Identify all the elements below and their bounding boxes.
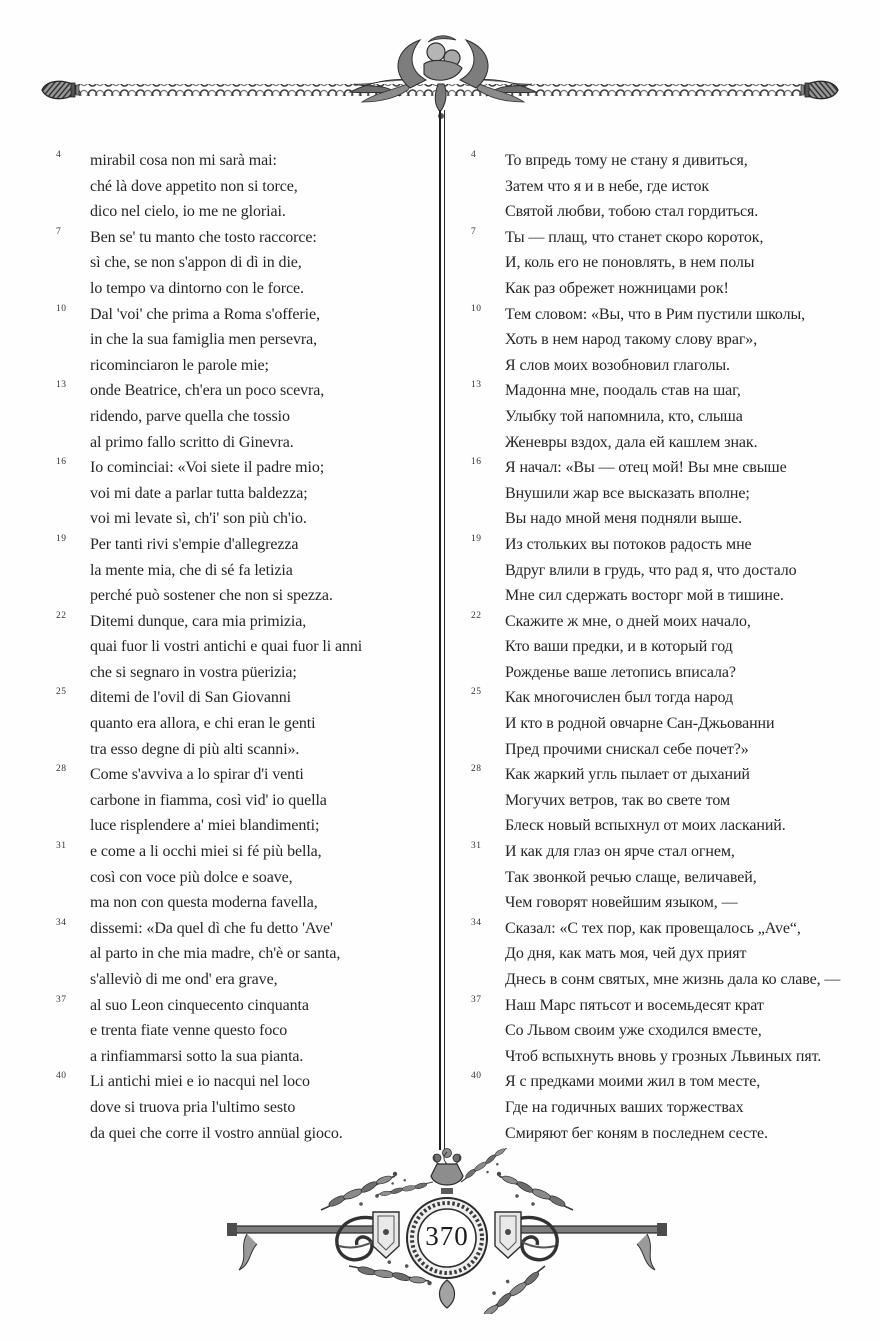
verse-text: Смиряют бег коням в последнем сесте. bbox=[505, 1124, 768, 1142]
verse-line bbox=[54, 455, 438, 481]
verse-line bbox=[54, 890, 438, 916]
verse-line bbox=[54, 865, 438, 891]
verse-line bbox=[469, 430, 871, 456]
verse-text: voi mi date a parlar tutta baldezza; bbox=[90, 484, 308, 502]
verse-text: Хоть в нем народ такому слову враг», bbox=[505, 331, 758, 349]
verse-text: luce risplendere a' miei blandimenti; bbox=[90, 817, 320, 835]
verse-line bbox=[469, 506, 871, 532]
tercet-number: 13 bbox=[56, 380, 67, 391]
verse-text: То впредь тому не стану я дивиться, bbox=[505, 152, 748, 169]
verse-line bbox=[54, 711, 438, 737]
header-engraving bbox=[40, 28, 840, 120]
verse-text: voi mi levate sì, ch'i' son più ch'io. bbox=[90, 510, 307, 528]
verse-text: Ditemi dunque, cara mia primizia, bbox=[90, 612, 307, 630]
verse-text: Рожденье ваше летопись вписала? bbox=[505, 663, 736, 681]
verse-text: onde Beatrice, ch'era un poco scevra, bbox=[90, 382, 325, 400]
verse-text: Женевры вздох, дала ей кашлем знак. bbox=[505, 433, 758, 451]
verse-line bbox=[54, 941, 438, 967]
verse-line bbox=[469, 404, 871, 430]
page-number: 370 bbox=[425, 1221, 469, 1251]
verse-text: che si segnaro in vostra püerizia; bbox=[90, 663, 297, 681]
tercet-number: 31 bbox=[56, 841, 67, 852]
verse-line bbox=[469, 250, 871, 276]
verse-line bbox=[54, 967, 438, 993]
verse-line bbox=[469, 609, 871, 635]
tercet-number: 19 bbox=[56, 533, 67, 544]
tercet-number: 34 bbox=[56, 917, 67, 928]
verse-text: И, коль его не поновлять, в нем полы bbox=[505, 254, 755, 272]
verse-line bbox=[54, 558, 438, 584]
verse-line bbox=[54, 148, 438, 174]
verse-line bbox=[54, 583, 438, 609]
column-divider-rule bbox=[439, 110, 445, 1150]
verse-line bbox=[54, 1069, 438, 1095]
verse-text: Блеск новый вспыхнул от моих ласканий. bbox=[505, 817, 786, 835]
verse-line bbox=[54, 634, 438, 660]
verse-line bbox=[469, 583, 871, 609]
verse-line bbox=[469, 685, 871, 711]
verse-text: dico nel cielo, io me ne gloriai. bbox=[90, 203, 286, 221]
tercet-number: 4 bbox=[471, 150, 477, 160]
verse-line bbox=[54, 276, 438, 302]
verse-text: a rinfiammarsi sotto la sua pianta. bbox=[90, 1047, 304, 1065]
verse-line bbox=[469, 1095, 871, 1121]
verse-line bbox=[54, 225, 438, 251]
italian-verse-column bbox=[54, 148, 438, 1146]
verse-line bbox=[469, 890, 871, 916]
verse-line bbox=[54, 1121, 438, 1147]
verse-text: al parto in che mia madre, ch'è or santa, bbox=[90, 945, 341, 963]
verse-text: al suo Leon cinquecento cinquanta bbox=[90, 996, 309, 1014]
tercet-number: 28 bbox=[471, 764, 482, 775]
verse-text: И кто в родной овчарне Сан-Джьованни bbox=[505, 715, 775, 733]
verse-text: Чтоб вспыхнуть вновь у грозных Львиных пят. bbox=[505, 1047, 822, 1065]
verse-line bbox=[54, 1044, 438, 1070]
verse-line bbox=[469, 762, 871, 788]
verse-text: e trenta fiate venne questo foco bbox=[90, 1022, 288, 1040]
verse-text: Как раз обрежет ножницами рок! bbox=[505, 279, 729, 297]
verse-text: s'alleviò di me ond' era grave, bbox=[90, 971, 278, 988]
verse-text: Пред прочими снискал себе почет?» bbox=[505, 740, 749, 758]
verse-line bbox=[469, 916, 871, 942]
verse-text: sì che, se non s'appon di dì in die, bbox=[90, 254, 302, 272]
verse-text: in che la sua famiglia men persevra, bbox=[90, 331, 317, 349]
tercet-number: 40 bbox=[471, 1071, 482, 1082]
flower-urn-shape bbox=[431, 1149, 463, 1195]
verse-line bbox=[54, 1095, 438, 1121]
verse-line bbox=[54, 327, 438, 353]
verse-text: И как для глаз он ярче стал огнем, bbox=[505, 843, 735, 861]
verse-line bbox=[469, 1069, 871, 1095]
verse-text: Io cominciai: «Voi siete il padre mio; bbox=[90, 459, 325, 477]
verse-text: e come a li occhi miei si fé più bella, bbox=[90, 843, 322, 861]
verse-line bbox=[469, 737, 871, 763]
verse-line bbox=[469, 1121, 871, 1147]
verse-text: ma non con questa moderna favella, bbox=[90, 894, 318, 912]
verse-text: Могучих ветров, так во свете том bbox=[505, 791, 730, 809]
verse-line bbox=[469, 865, 871, 891]
verse-line bbox=[469, 148, 871, 174]
tercet-number: 22 bbox=[471, 610, 482, 621]
verse-text: mirabil cosa non mi sarà mai: bbox=[90, 152, 277, 169]
verse-line bbox=[54, 481, 438, 507]
verse-text: carbone in fiamma, così vid' io quella bbox=[90, 791, 327, 809]
verse-line bbox=[469, 302, 871, 328]
verse-line bbox=[469, 378, 871, 404]
verse-text: tra esso degne di più alti scanni». bbox=[90, 740, 300, 758]
verse-line bbox=[54, 609, 438, 635]
verse-line bbox=[54, 404, 438, 430]
verse-line bbox=[54, 378, 438, 404]
verse-line bbox=[469, 813, 871, 839]
verse-text: Чем говорят новейшим языком, — bbox=[505, 894, 738, 912]
verse-line bbox=[469, 481, 871, 507]
verse-line bbox=[54, 353, 438, 379]
verse-line bbox=[469, 276, 871, 302]
verse-text: Улыбку той напомнила, кто, слыша bbox=[505, 407, 743, 425]
verse-line bbox=[469, 634, 871, 660]
tercet-number: 7 bbox=[471, 226, 477, 237]
verse-line bbox=[469, 660, 871, 686]
verse-line bbox=[54, 788, 438, 814]
verse-line bbox=[54, 916, 438, 942]
verse-text: Как многочислен был тогда народ bbox=[505, 689, 734, 707]
verse-line bbox=[469, 558, 871, 584]
verse-text: ché là dove appetito non si torce, bbox=[90, 177, 298, 195]
verse-text: Скажите ж мне, о дней моих начало, bbox=[505, 612, 751, 630]
verse-text: così con voce più dolce e soave, bbox=[90, 868, 293, 886]
verse-text: Так звонкой речью слаще, величавей, bbox=[505, 868, 757, 886]
tercet-number: 40 bbox=[56, 1071, 67, 1082]
verse-line bbox=[469, 711, 871, 737]
verse-line bbox=[54, 532, 438, 558]
verse-text: la mente mia, che di sé fa letizia bbox=[90, 561, 293, 579]
verse-line bbox=[469, 788, 871, 814]
tercet-number: 22 bbox=[56, 610, 67, 621]
tercet-number: 25 bbox=[56, 687, 67, 698]
tercet-number: 16 bbox=[56, 457, 67, 468]
tercet-number: 7 bbox=[56, 226, 62, 237]
verse-line bbox=[469, 993, 871, 1019]
verse-line bbox=[54, 685, 438, 711]
tercet-number: 34 bbox=[471, 917, 482, 928]
tercet-number: 37 bbox=[471, 994, 482, 1005]
verse-text: Ты — плащ, что станет скоро короток, bbox=[505, 228, 764, 246]
verse-text: Я слов моих возобновил глаголы. bbox=[505, 356, 730, 374]
tercet-number: 10 bbox=[56, 303, 67, 314]
verse-text: ricominciaron le parole mie; bbox=[90, 356, 269, 374]
verse-text: Мне сил сдержать восторг мой в тишине. bbox=[505, 587, 784, 605]
verse-line bbox=[54, 250, 438, 276]
verse-text: quanto era allora, e chi eran le genti bbox=[90, 715, 316, 733]
verse-line bbox=[469, 174, 871, 200]
verse-line bbox=[54, 199, 438, 225]
verse-line bbox=[54, 737, 438, 763]
verse-text: Где на годичных ваших торжествах bbox=[505, 1098, 744, 1116]
verse-text: Dal 'voi' che prima a Roma s'offerie, bbox=[90, 305, 320, 323]
verse-text: Мадонна мне, поодаль став на шаг, bbox=[505, 382, 741, 400]
tercet-number: 37 bbox=[56, 994, 67, 1005]
verse-line bbox=[469, 967, 871, 993]
pendant-scroll-shape bbox=[440, 1280, 455, 1308]
tercet-number: 28 bbox=[56, 764, 67, 775]
verse-text: Я с предками моими жил в том месте, bbox=[505, 1073, 761, 1091]
verse-text: da quei che corre il vostro annüal gioco. bbox=[90, 1124, 343, 1142]
tercet-number: 25 bbox=[471, 687, 482, 698]
verse-line bbox=[469, 839, 871, 865]
cherub-vignette-shape bbox=[350, 36, 536, 119]
verse-text: Днесь в сонм святых, мне жизнь дала ко славе, — bbox=[505, 971, 841, 988]
verse-line bbox=[54, 813, 438, 839]
tercet-number: 16 bbox=[471, 457, 482, 468]
verse-line bbox=[469, 199, 871, 225]
verse-line bbox=[54, 302, 438, 328]
verse-line bbox=[54, 506, 438, 532]
verse-text: Вы надо мной меня подняли выше. bbox=[505, 510, 742, 528]
verse-text: Наш Марс пятьсот и восемьдесят крат bbox=[505, 996, 764, 1014]
verse-line bbox=[54, 430, 438, 456]
verse-text: Внушили жар все высказать вполне; bbox=[505, 484, 750, 502]
verse-text: al primo fallo scritto di Ginevra. bbox=[90, 433, 294, 451]
verse-text: Затем что я и в небе, где исток bbox=[505, 177, 710, 195]
verse-line bbox=[469, 941, 871, 967]
verse-text: Вдруг влили в грудь, что рад я, что достало bbox=[505, 561, 797, 579]
verse-line bbox=[54, 993, 438, 1019]
verse-text: Я начал: «Вы — отец мой! Вы мне свыше bbox=[505, 459, 787, 477]
verse-text: Со Львом своим уже сходился вместе, bbox=[505, 1022, 762, 1040]
verse-text: До дня, как мать моя, чей дух прият bbox=[505, 945, 747, 963]
tercet-number: 31 bbox=[471, 841, 482, 852]
verse-text: Come s'avviva a lo spirar d'i venti bbox=[90, 766, 304, 784]
verse-line bbox=[469, 225, 871, 251]
verse-text: lo tempo va dintorno con le force. bbox=[90, 279, 304, 297]
verse-text: dissemi: «Da quel dì che fu detto 'Ave' bbox=[90, 919, 333, 937]
verse-line bbox=[469, 455, 871, 481]
verse-line bbox=[469, 1044, 871, 1070]
verse-text: perché può sostener che non si spezza. bbox=[90, 587, 333, 605]
verse-line bbox=[469, 353, 871, 379]
verse-line bbox=[54, 1018, 438, 1044]
verse-text: Кто ваши предки, и в который год bbox=[505, 638, 733, 656]
russian-verse-column bbox=[469, 148, 871, 1146]
verse-text: Как жаркий угль пылает от дыханий bbox=[505, 766, 750, 784]
verse-line bbox=[469, 532, 871, 558]
verse-line bbox=[54, 660, 438, 686]
verse-text: ridendo, parve quella che tossio bbox=[90, 407, 290, 425]
verse-text: quai fuor li vostri antichi e quai fuor li anni bbox=[90, 638, 363, 656]
verse-line bbox=[54, 762, 438, 788]
verse-text: Святой любви, тобою стал гордиться. bbox=[505, 203, 759, 221]
verse-text: dove si truova pria l'ultimo sesto bbox=[90, 1098, 296, 1116]
tercet-number: 4 bbox=[56, 150, 62, 160]
verse-text: Сказал: «С тех пор, как провещалось „Ave“, bbox=[505, 919, 801, 937]
verse-text: Ben se' tu manto che tosto raccorce: bbox=[90, 228, 317, 246]
verse-text: Тем словом: «Вы, что в Рим пустили школы, bbox=[505, 305, 806, 323]
tercet-number: 19 bbox=[471, 533, 482, 544]
verse-text: Li antichi miei e io nacqui nel loco bbox=[90, 1073, 310, 1091]
verse-line bbox=[54, 839, 438, 865]
verse-line bbox=[469, 327, 871, 353]
verse-text: Per tanti rivi s'empie d'allegrezza bbox=[90, 535, 299, 553]
verse-line bbox=[469, 1018, 871, 1044]
verse-line bbox=[54, 174, 438, 200]
tercet-number: 13 bbox=[471, 380, 482, 391]
verse-text: Из стольких вы потоков радость мне bbox=[505, 535, 752, 553]
verse-text: ditemi de l'ovil di San Giovanni bbox=[90, 689, 291, 707]
tercet-number: 10 bbox=[471, 303, 482, 314]
